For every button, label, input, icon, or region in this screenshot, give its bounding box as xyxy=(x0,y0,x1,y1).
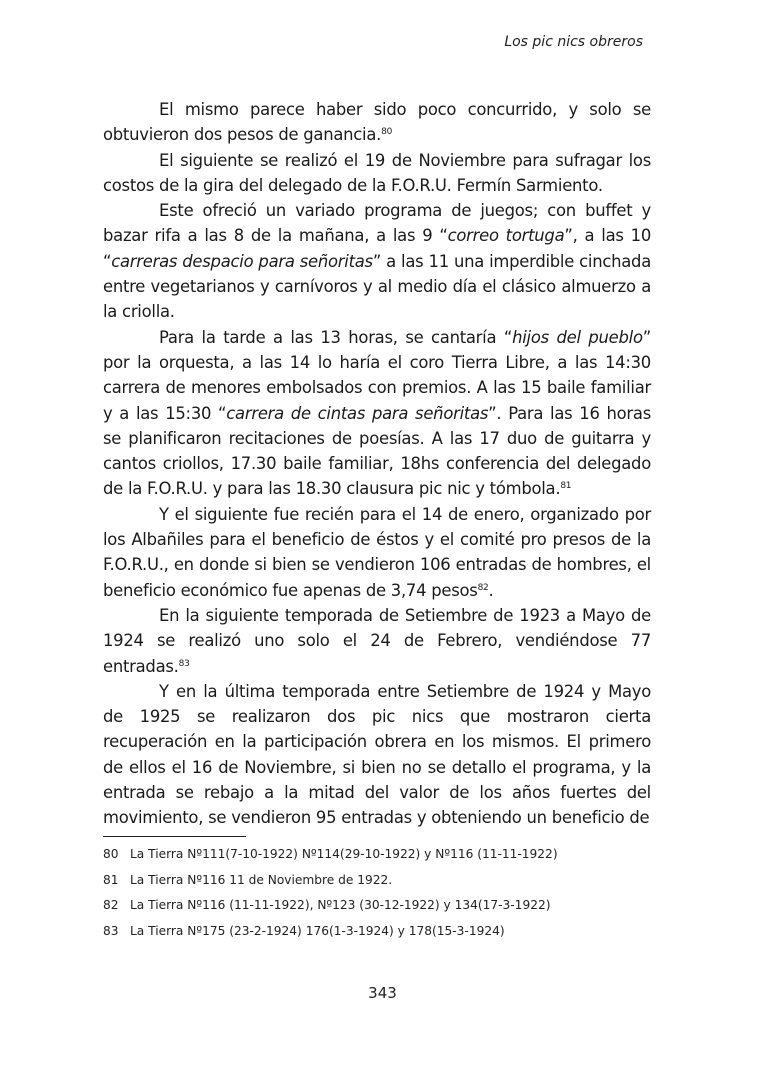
footnote-number: 83 xyxy=(103,923,119,938)
paragraph xyxy=(103,325,651,502)
footnote-text: La Tierra Nº111(7-10-1922) Nº114(29-10-1922) y Nº116 (11-11-1922) xyxy=(130,847,558,861)
paragraph-text: ”, a las 10 “ xyxy=(103,226,651,271)
paragraph-text: Y el siguiente fue recién para el 14 de enero, organizado por los Albañiles para el beneficio de éstos y el comité pro presos de la F.O.R.U., en donde si bien se vendieron 106 entradas de hombres, el beneficio económico fue apenas de 3,74 pesos xyxy=(103,504,651,600)
page-number: 343 xyxy=(368,984,397,1002)
paragraph xyxy=(103,502,651,603)
paragraph-text: ” por la orquesta, a las 14 lo haría el coro Tierra Libre, a las 14:30 carrera de menores embolsados con premios. A las 15 baile familiar y a las 15:30 “ xyxy=(103,327,651,423)
footnote-divider xyxy=(103,836,246,837)
italic-phrase: carrera de cintas para señoritas xyxy=(226,403,489,423)
paragraph-text: Este ofreció un variado programa de juegos; con buffet y bazar rifa a las 8 de la mañana, a las 9 “ xyxy=(103,201,651,246)
footnote-number: 82 xyxy=(103,898,119,912)
footnote-ref[interactable]: 83 xyxy=(178,658,190,669)
paragraph xyxy=(103,603,651,679)
paragraph-text: Y en la última temporada entre Setiembre de 1924 y Mayo de 1925 se realizaron dos pic nics que mostraron cierta recuperación en la participación obrera en los mismos. El primero de ellos el 16 de Noviembre, si bien no se detallo el programa, y la entrada se rebajo a la mitad del valor de los años fuertes del movimiento, se vendieron 95 entradas y obteniendo un beneficio de xyxy=(103,681,651,828)
paragraph xyxy=(103,148,651,199)
italic-phrase: hijos del pueblo xyxy=(512,327,643,347)
paragraph-text: Para la tarde a las 13 horas, se cantaría “ xyxy=(159,327,513,347)
paragraph-text: El mismo parece haber sido poco concurrido, y solo se obtuvieron dos pesos de ganancia. xyxy=(103,100,651,145)
footnote-ref[interactable]: 80 xyxy=(381,127,393,138)
footnote-text: La Tierra Nº116 11 de Noviembre de 1922. xyxy=(130,872,393,887)
italic-phrase: carreras despacio para señoritas xyxy=(111,251,373,271)
footnote xyxy=(103,919,663,945)
paragraph xyxy=(103,679,651,831)
footnote-number: 81 xyxy=(103,872,119,887)
body-text xyxy=(103,97,651,831)
footnotes xyxy=(103,842,663,944)
footnote xyxy=(103,842,663,868)
footnote-ref[interactable]: 81 xyxy=(560,481,572,492)
paragraph-text: . xyxy=(488,580,494,600)
footnote-text: La Tierra Nº116 (11-11-1922), Nº123 (30-12-1922) y 134(17-3-1922) xyxy=(130,898,551,912)
footnote-text: La Tierra Nº175 (23-2-1924) 176(1-3-1924) y 178(15-3-1924) xyxy=(130,923,505,938)
footnote-number: 80 xyxy=(103,847,119,861)
footnote xyxy=(103,893,663,919)
footnote-ref[interactable]: 82 xyxy=(477,582,489,593)
paragraph xyxy=(103,198,651,324)
footnote xyxy=(103,868,663,894)
paragraph-text: ” a las 11 una imperdible cinchada entre vegetarianos y carnívoros y al medio día el clásico almuerzo a la criolla. xyxy=(103,251,651,322)
paragraph-text: En la siguiente temporada de Setiembre de 1923 a Mayo de 1924 se realizó uno solo el 24 de Febrero, vendiéndose 77 entradas. xyxy=(103,605,651,676)
paragraph xyxy=(103,97,651,148)
italic-phrase: correo tortuga xyxy=(447,226,565,246)
paragraph-text: El siguiente se realizó el 19 de Noviembre para sufragar los costos de la gira del delegado de la F.O.R.U. Fermín Sarmiento. xyxy=(103,150,651,195)
running-title: Los pic nics obreros xyxy=(504,34,643,50)
paragraph-text: ”. Para las 16 horas se planificaron recitaciones de poesías. A las 17 duo de guitarra y cantos criollos, 17.30 baile familiar, 18hs conferencia del delegado de la F.O.R.U. y para las 18.30 clausura pic nic y tómbola. xyxy=(103,403,651,499)
